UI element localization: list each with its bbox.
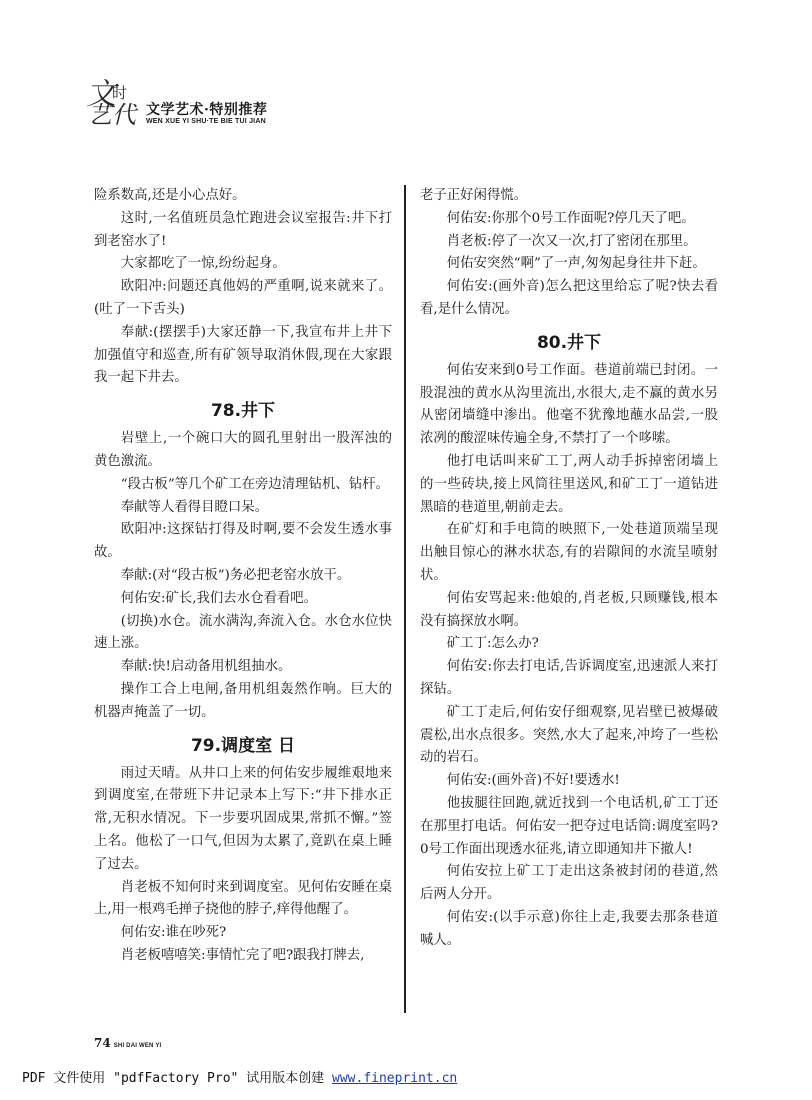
paragraph: 大家都吃了一惊,纷纷起身。 [120, 256, 286, 272]
paragraph: “段古板”等几个矿工在旁边清理钻机、钻杆。 [120, 476, 389, 492]
logo-char-yidai: 艺代 [88, 101, 136, 129]
paragraph: 他打电话叫来矿工丁,两人动手拆掉密闭墙上的一些砖块,接上风筒往里送风,和矿工丁一道钻进黑暗的巷道里,朝前走去。 [420, 453, 718, 515]
paragraph: 老子正好闲得慌。 [420, 188, 528, 203]
paragraph: 何佑安骂起来:他娘的,肖老板,只顾赚钱,根本没有搞探放水啊。 [420, 590, 718, 629]
paragraph: 在矿灯和手电筒的映照下,一处巷道顶端呈现出触目惊心的淋水状态,有的岩隙间的水流呈喷射状。 [420, 522, 718, 583]
section-title: 文学艺术·特别推荐 [146, 102, 268, 118]
left-column [94, 185, 392, 968]
paragraph: 雨过天晴。从井口上来的何佑安步履维艰地来到调度室,在带班下井记录本上写下:“井下排水正常,无积水情况。下一步要巩固成果,常抓不懈。”签上名。他松了一口气,但因为太累了,竟趴在桌上睡了过去。 [94, 765, 392, 872]
paragraph: 欧阳冲:这探钻打得及时啊,要不会发生透水事故。 [94, 522, 392, 561]
paragraph: 肖老板嘻嘻笑:事情忙完了吧?跟我打牌去, [120, 947, 365, 963]
section-subtitle: WEN XUE YI SHU·TE BIE TUI JIAN [146, 118, 266, 125]
paragraph: 肖老板:停了一次又一次,打了密闭在那里。 [446, 233, 697, 249]
right-column [420, 185, 718, 953]
paragraph: 何佑安:(以手示意)你往上走,我要去那条巷道喊人。 [420, 909, 718, 948]
paragraph: 何佑安:(画外音)不好!要透水! [446, 773, 620, 789]
paragraph: 何佑安拉上矿工丁走出这条被封闭的巷道,然后两人分开。 [420, 864, 718, 903]
magazine-logo [86, 77, 144, 130]
page-number: 74 [94, 1036, 111, 1050]
paragraph: 奉献等人看得目瞪口呆。 [120, 499, 269, 515]
column-divider [404, 185, 406, 1013]
paragraph: 操作工合上电闸,备用机组轰然作响。巨大的机器声掩盖了一切。 [94, 681, 392, 720]
paragraph: 奉献:(摆摆手)大家还静一下,我宣布井上井下加强值守和巡查,所有矿领导取消休假,现在大家跟我一起下井去。 [94, 324, 392, 386]
paragraph: 这时,一名值班员急忙跑进会议室报告:井下打到老窑水了! [94, 210, 392, 249]
pdf-footer [22, 1067, 457, 1086]
paragraph: 何佑安:你去打电话,告诉调度室,迅速派人来打探钻。 [420, 659, 718, 697]
paragraph: 何佑安突然“啊”了一声,匆匆起身往井下赶。 [446, 256, 706, 272]
paragraph: 何佑安:谁在吵死? [120, 925, 227, 941]
paragraph: 何佑安:(画外音)怎么把这里给忘了呢?快去看看,是什么情况。 [420, 279, 718, 317]
logo-char-shi: 时 [112, 84, 128, 102]
paragraph: 肖老板不知何时来到调度室。见何佑安睡在桌上,用一根鸡毛掸子挠他的脖子,痒得他醒了。 [94, 879, 392, 918]
scene-heading: 79.调度室 日 [190, 735, 296, 756]
paragraph: 欧阳冲:问题还真他妈的严重啊,说来就来了。(吐了一下舌头) [94, 279, 392, 317]
paragraph: (切换)水仓。流水满沟,奔流入仓。水仓水位快速上涨。 [94, 613, 392, 652]
paragraph: 何佑安:你那个0号工作面呢?停几天了吧。 [446, 210, 695, 226]
paragraph: 奉献:快!启动备用机组抽水。 [120, 659, 292, 675]
paragraph: 何佑安:矿长,我们去水仓看看吧。 [120, 590, 318, 606]
scene-heading: 80.井下 [536, 332, 602, 353]
fineprint-link[interactable]: www.fineprint.cn [332, 1071, 458, 1086]
logo-char-wen: 文 [86, 77, 116, 112]
paragraph: 他拔腿往回跑,就近找到一个电话机,矿工丁还在那里打电话。何佑安一把夺过电话筒:调度室吗?0号工作面出现透水征兆,请立即通知井下撤人! [420, 795, 718, 857]
paragraph: 岩壁上,一个碗口大的圆孔里射出一股浑浊的黄色激流。 [94, 431, 392, 469]
paragraph: 矿工丁走后,何佑安仔细观察,见岩壁已被爆破震松,出水点很多。突然,水大了起来,冲垮了一些松动的岩石。 [420, 704, 718, 766]
paragraph: 何佑安来到0号工作面。巷道前端已封闭。一股混浊的黄水从沟里流出,水很大,走不赢的黄水另从密闭墙缝中渗出。他毫不犹豫地蘸水品尝,一股浓冽的酸涩味传遍全身,不禁打了一个哆嗦。 [420, 362, 718, 447]
magazine-name: SHI DAI WEN YI [113, 1043, 162, 1049]
page-footer [94, 1036, 161, 1050]
scene-heading: 78.井下 [210, 401, 276, 422]
paragraph: 矿工丁:怎么办? [446, 636, 539, 652]
paragraph: 奉献:(对“段古板”)务必把老窑水放干。 [120, 567, 351, 583]
paragraph: 险系数高,还是小心点好。 [94, 188, 246, 203]
pdf-footer-text: PDF 文件使用 "pdfFactory Pro" 试用版本创建 [22, 1071, 333, 1086]
